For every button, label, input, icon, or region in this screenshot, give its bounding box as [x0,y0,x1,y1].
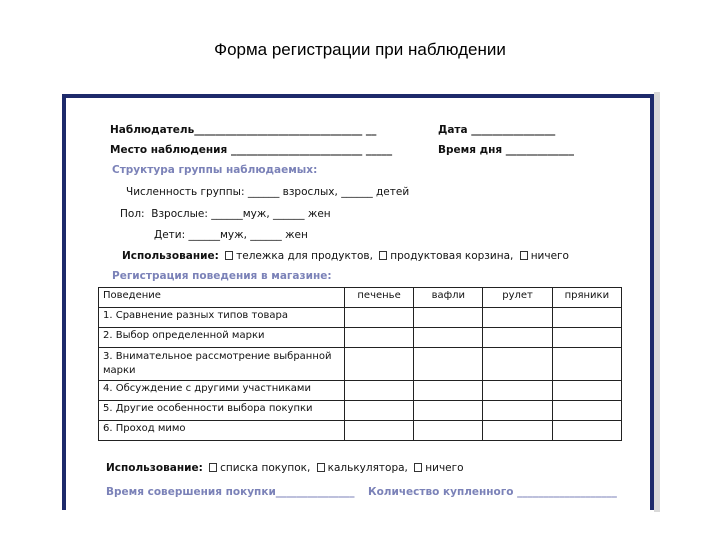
checkbox-shopping-list[interactable] [209,463,217,472]
behavior-section-heading: Регистрация поведения в магазине: [112,270,332,282]
checkbox-cart[interactable] [225,251,233,260]
date-row [438,124,555,136]
observer-label: Наблюдатель [110,124,195,136]
table-row [99,401,622,421]
table-cell[interactable] [483,348,552,381]
table-cell[interactable] [483,401,552,421]
table-row [99,348,622,381]
adults-field: Взрослые: ______муж, ______ жен [151,208,331,220]
children-row: Дети: ______муж, ______ жен [154,229,308,241]
frame-shadow [654,92,660,512]
table-cell[interactable] [414,401,483,421]
time-field[interactable]: _____________ [505,144,575,156]
usage-row [122,250,569,262]
date-label: Дата [438,124,468,136]
adults-row [120,208,331,220]
usage-label: Использование: [122,250,219,262]
row-label: 5. Другие особенности выбора покупки [99,401,345,421]
table-cell[interactable] [552,401,621,421]
date-field[interactable]: ________________ [471,124,556,136]
table-cell[interactable] [414,348,483,381]
table-cell[interactable] [483,308,552,328]
usage-opt-cart: тележка для продуктов, [236,250,373,262]
checkbox-calculator[interactable] [317,463,325,472]
usage2-opt-calc: калькулятора, [327,462,408,474]
checkbox-nothing[interactable] [520,251,528,260]
header-wafers: вафли [414,288,483,308]
usage2-opt-list: списка покупок, [220,462,311,474]
table-row [99,308,622,328]
place-label: Место наблюдения [110,144,228,156]
table-cell[interactable] [552,348,621,381]
place-row [110,144,392,156]
time-label: Время дня [438,144,503,156]
row-label: 4. Обсуждение с другими участниками [99,381,345,401]
header-roll: рулет [483,288,552,308]
table-cell[interactable] [483,421,552,441]
checkbox-nothing-2[interactable] [414,463,422,472]
row-label: 1. Сравнение разных типов товара [99,308,345,328]
group-section-heading: Структура группы наблюдаемых: [112,164,318,176]
purchase-time-field[interactable]: Время совершения покупки_______________ [106,486,355,498]
table-cell[interactable] [483,328,552,348]
usage2-row [106,462,464,474]
row-label: 2. Выбор определенной марки [99,328,345,348]
table-cell[interactable] [552,328,621,348]
table-row [99,421,622,441]
table-row [99,328,622,348]
table-cell[interactable] [344,381,413,401]
checkbox-basket[interactable] [379,251,387,260]
group-size-row: Численность группы: ______ взрослых, ______ детей [126,186,410,198]
table-cell[interactable] [414,328,483,348]
table-cell[interactable] [552,381,621,401]
table-cell[interactable] [552,421,621,441]
table-cell[interactable] [414,421,483,441]
purchase-count-field[interactable]: Количество купленного ___________________ [368,486,617,498]
behavior-table [98,287,622,441]
place-field[interactable]: _________________________ _____ [230,144,393,156]
observer-row [110,124,376,136]
table-cell[interactable] [344,348,413,381]
usage-opt-nothing: ничего [530,250,569,262]
header-behavior: Поведение [99,288,345,308]
usage2-label: Использование: [106,462,203,474]
observer-field[interactable]: ________________________________ __ [194,124,377,136]
table-cell[interactable] [483,381,552,401]
table-cell[interactable] [414,381,483,401]
table-row [99,381,622,401]
table-cell[interactable] [414,308,483,328]
row-label: 3. Внимательное рассмотрение выбранной марки [99,348,345,381]
table-cell[interactable] [344,401,413,421]
gender-label: Пол: [120,208,145,220]
page-title: Форма регистрации при наблюдении [214,40,506,59]
row-label: 6. Проход мимо [99,421,345,441]
table-cell[interactable] [344,328,413,348]
time-row [438,144,574,156]
table-cell[interactable] [552,308,621,328]
table-cell[interactable] [344,421,413,441]
observation-form [62,94,654,510]
usage2-opt-nothing: ничего [425,462,464,474]
header-gingerbread: пряники [552,288,621,308]
table-header-row [99,288,622,308]
table-cell[interactable] [344,308,413,328]
header-cookies: печенье [344,288,413,308]
usage-opt-basket: продуктовая корзина, [390,250,514,262]
